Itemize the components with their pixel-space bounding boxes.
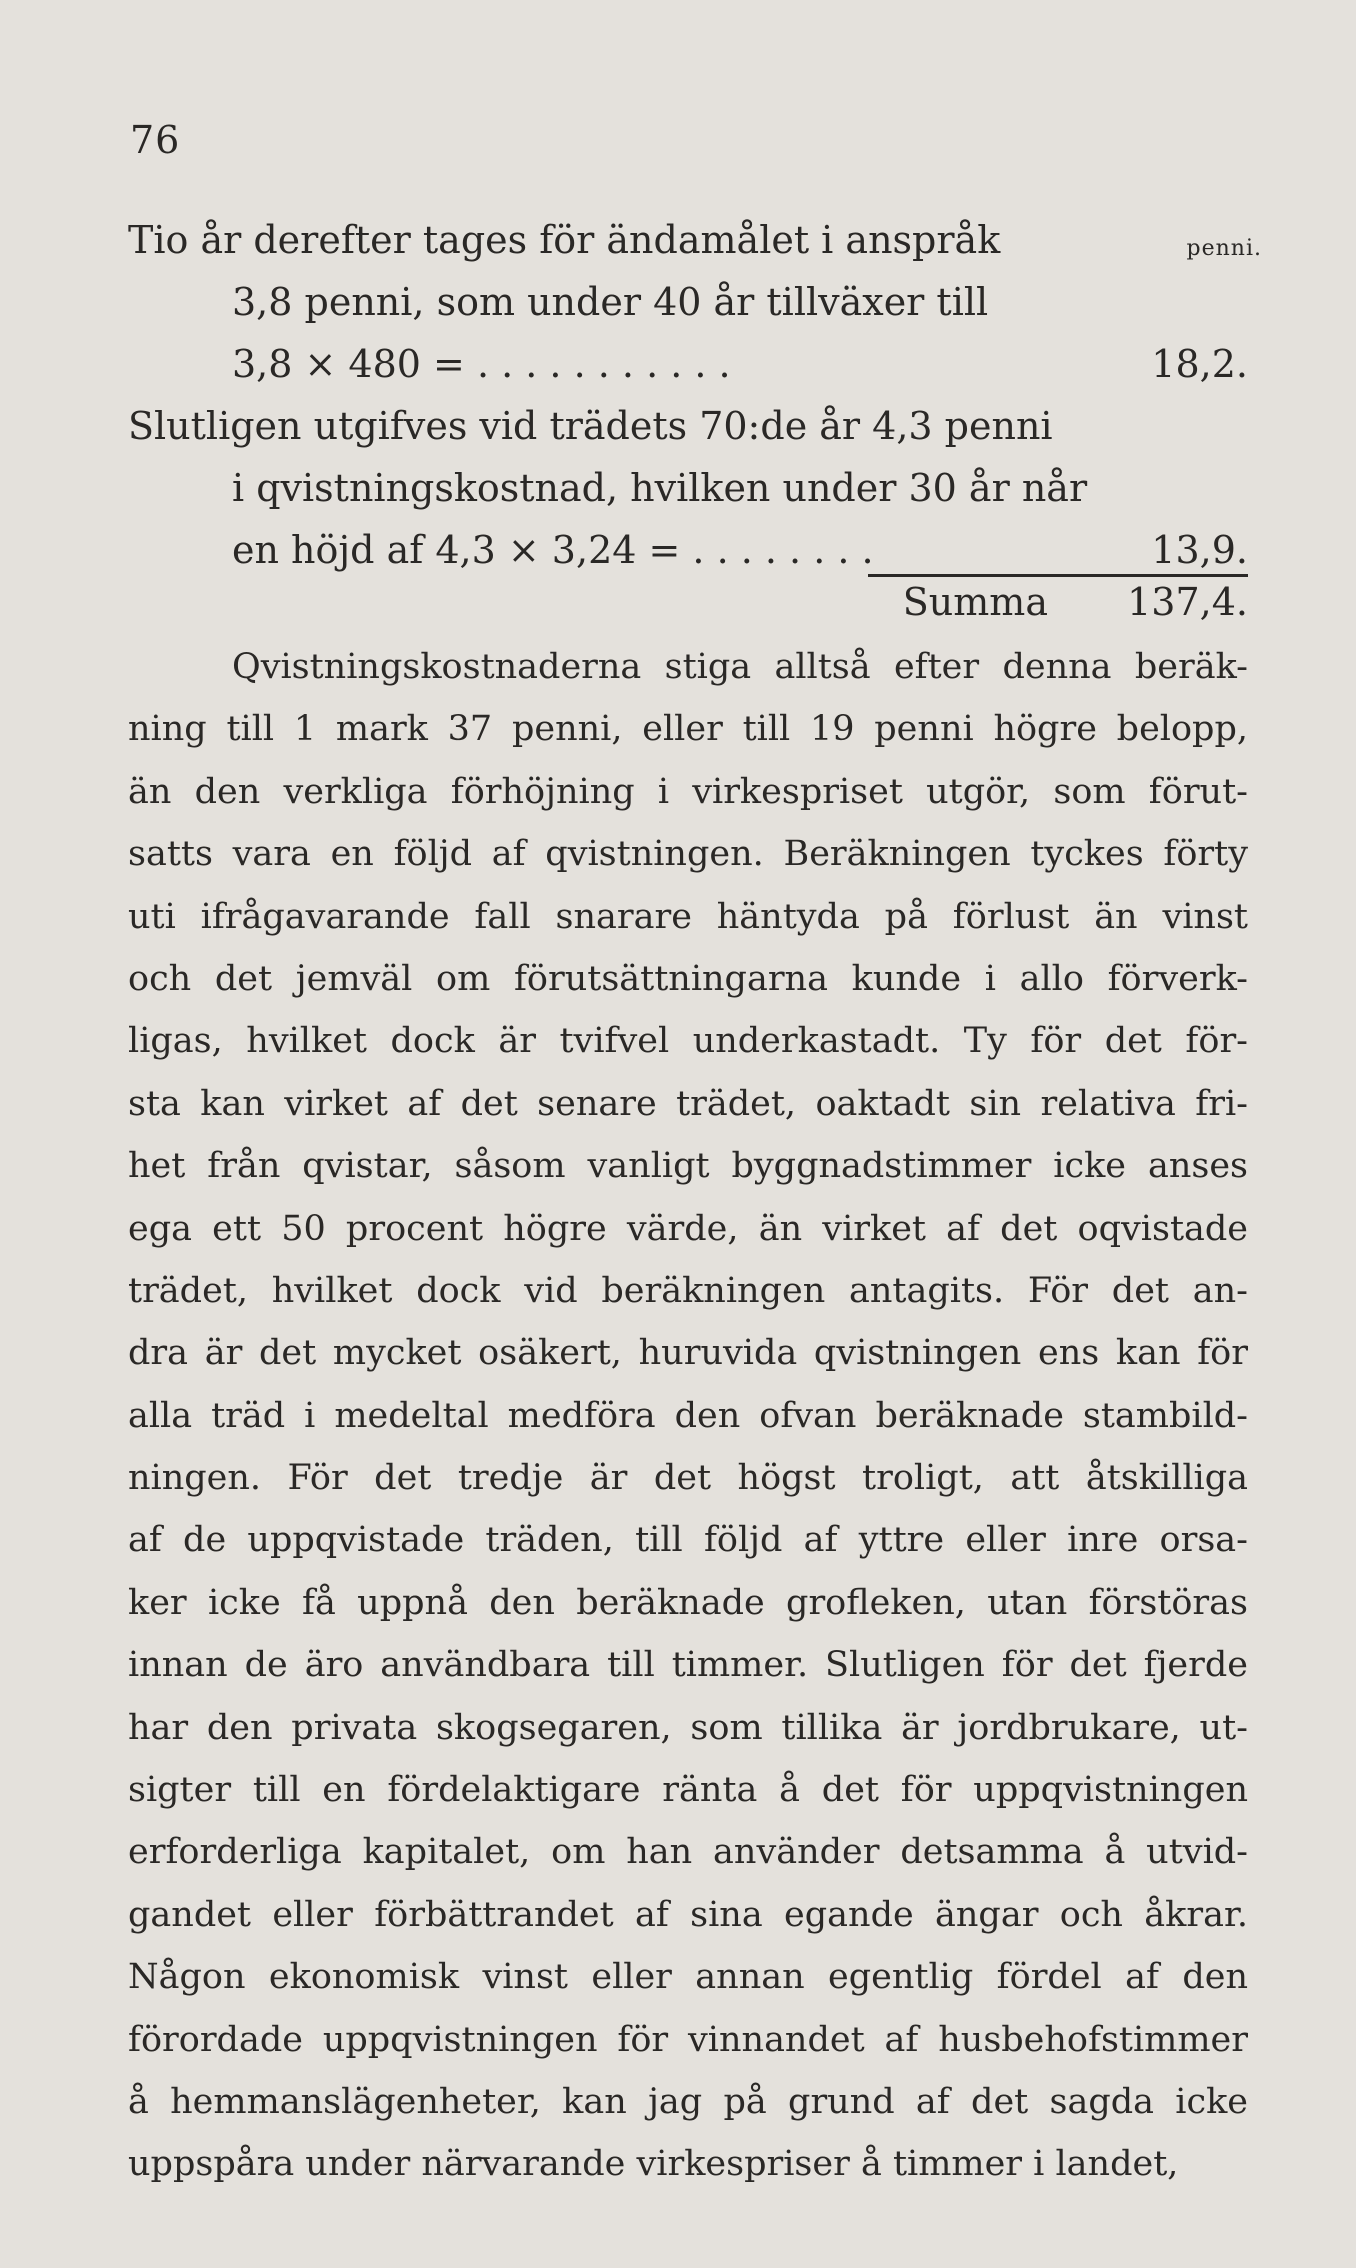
text-line: het från qvistar, såsom vanligt byggnadstimmer icke anses xyxy=(128,1146,1248,1187)
ledger-line-2: 3,8 penni, som under 40 år tillväxer till xyxy=(232,280,989,324)
text-line: Qvistningskostnaderna stiga alltså efter denna beräk- xyxy=(232,647,1248,687)
text-line: alla träd i medeltal medföra den ofvan beräknade stambild- xyxy=(128,1395,1248,1436)
text-line: innan de äro användbara till timmer. Slutligen för det fjerde xyxy=(128,1645,1248,1686)
text-line: gandet eller förbättrandet af sina egande ängar och åkrar. xyxy=(128,1894,1248,1935)
sum-rule xyxy=(868,574,1248,577)
unit-label-penni: penni. xyxy=(1186,236,1262,261)
ledger-line-5: i qvistningskostnad, hvilken under 30 år når xyxy=(232,466,1088,510)
text-line: erforderliga kapitalet, om han använder detsamma å utvid- xyxy=(128,1832,1248,1873)
text-line: och det jemväl om förutsättningarna kunde i allo förverk- xyxy=(128,958,1248,999)
text-line: ningen. För det tredje är det högst troligt, att åtskilliga xyxy=(128,1458,1248,1499)
text-line: sta kan virket af det senare trädet, oaktadt sin relativa fri- xyxy=(128,1083,1248,1124)
text-line: trädet, hvilket dock vid beräkningen antagits. För det an- xyxy=(128,1270,1248,1311)
ledger-line-4: Slutligen utgifves vid trädets 70:de år 4,3 penni xyxy=(128,404,1053,448)
text-line: satts vara en följd af qvistningen. Beräkningen tyckes förty xyxy=(128,834,1248,875)
text-line: än den verkliga förhöjning i virkespriset utgör, som förut- xyxy=(128,771,1248,812)
summa-amount: 137,4. xyxy=(1127,580,1248,624)
ledger-amount-1: 18,2. xyxy=(1151,342,1248,386)
ledger-line-6-expression: en höjd af 4,3 × 3,24 = . . . . . . . . xyxy=(232,528,874,572)
text-line: förordade uppqvistningen för vinnandet af husbehofstimmer xyxy=(128,2019,1248,2060)
summa-label: Summa xyxy=(902,580,1048,624)
body-paragraph xyxy=(128,636,1248,2196)
text-line: Någon ekonomisk vinst eller annan egentlig fördel af den xyxy=(128,1957,1248,1998)
text-line: uppspåra under närvarande virkespriser å timmer i landet, xyxy=(128,2144,1179,2185)
ledger-line-1: Tio år derefter tages för ändamålet i anspråk xyxy=(128,218,1001,262)
text-line: ker icke få uppnå den beräknade grofleken, utan förstöras xyxy=(128,1582,1248,1623)
page-number: 76 xyxy=(130,118,181,162)
text-line: dra är det mycket osäkert, huruvida qvistningen ens kan för xyxy=(128,1333,1248,1374)
text-line: ligas, hvilket dock är tvifvel underkastadt. Ty för det för- xyxy=(128,1021,1248,1062)
text-line: uti ifrågavarande fall snarare häntyda på förlust än vinst xyxy=(128,896,1248,937)
text-line: sigter till en fördelaktigare ränta å det för uppqvistningen xyxy=(128,1770,1248,1811)
text-line: ega ett 50 procent högre värde, än virket af det oqvistade xyxy=(128,1208,1248,1249)
text-line: å hemmanslägenheter, kan jag på grund af det sagda icke xyxy=(128,2081,1248,2122)
text-line: har den privata skogsegaren, som tillika är jordbrukare, ut- xyxy=(128,1707,1248,1748)
ledger-amount-2: 13,9. xyxy=(1151,528,1248,572)
ledger-line-3-expression: 3,8 × 480 = . . . . . . . . . . . xyxy=(232,342,731,386)
text-line: af de uppqvistade träden, till följd af yttre eller inre orsa- xyxy=(128,1520,1248,1561)
text-line: ning till 1 mark 37 penni, eller till 19 penni högre belopp, xyxy=(128,709,1248,750)
